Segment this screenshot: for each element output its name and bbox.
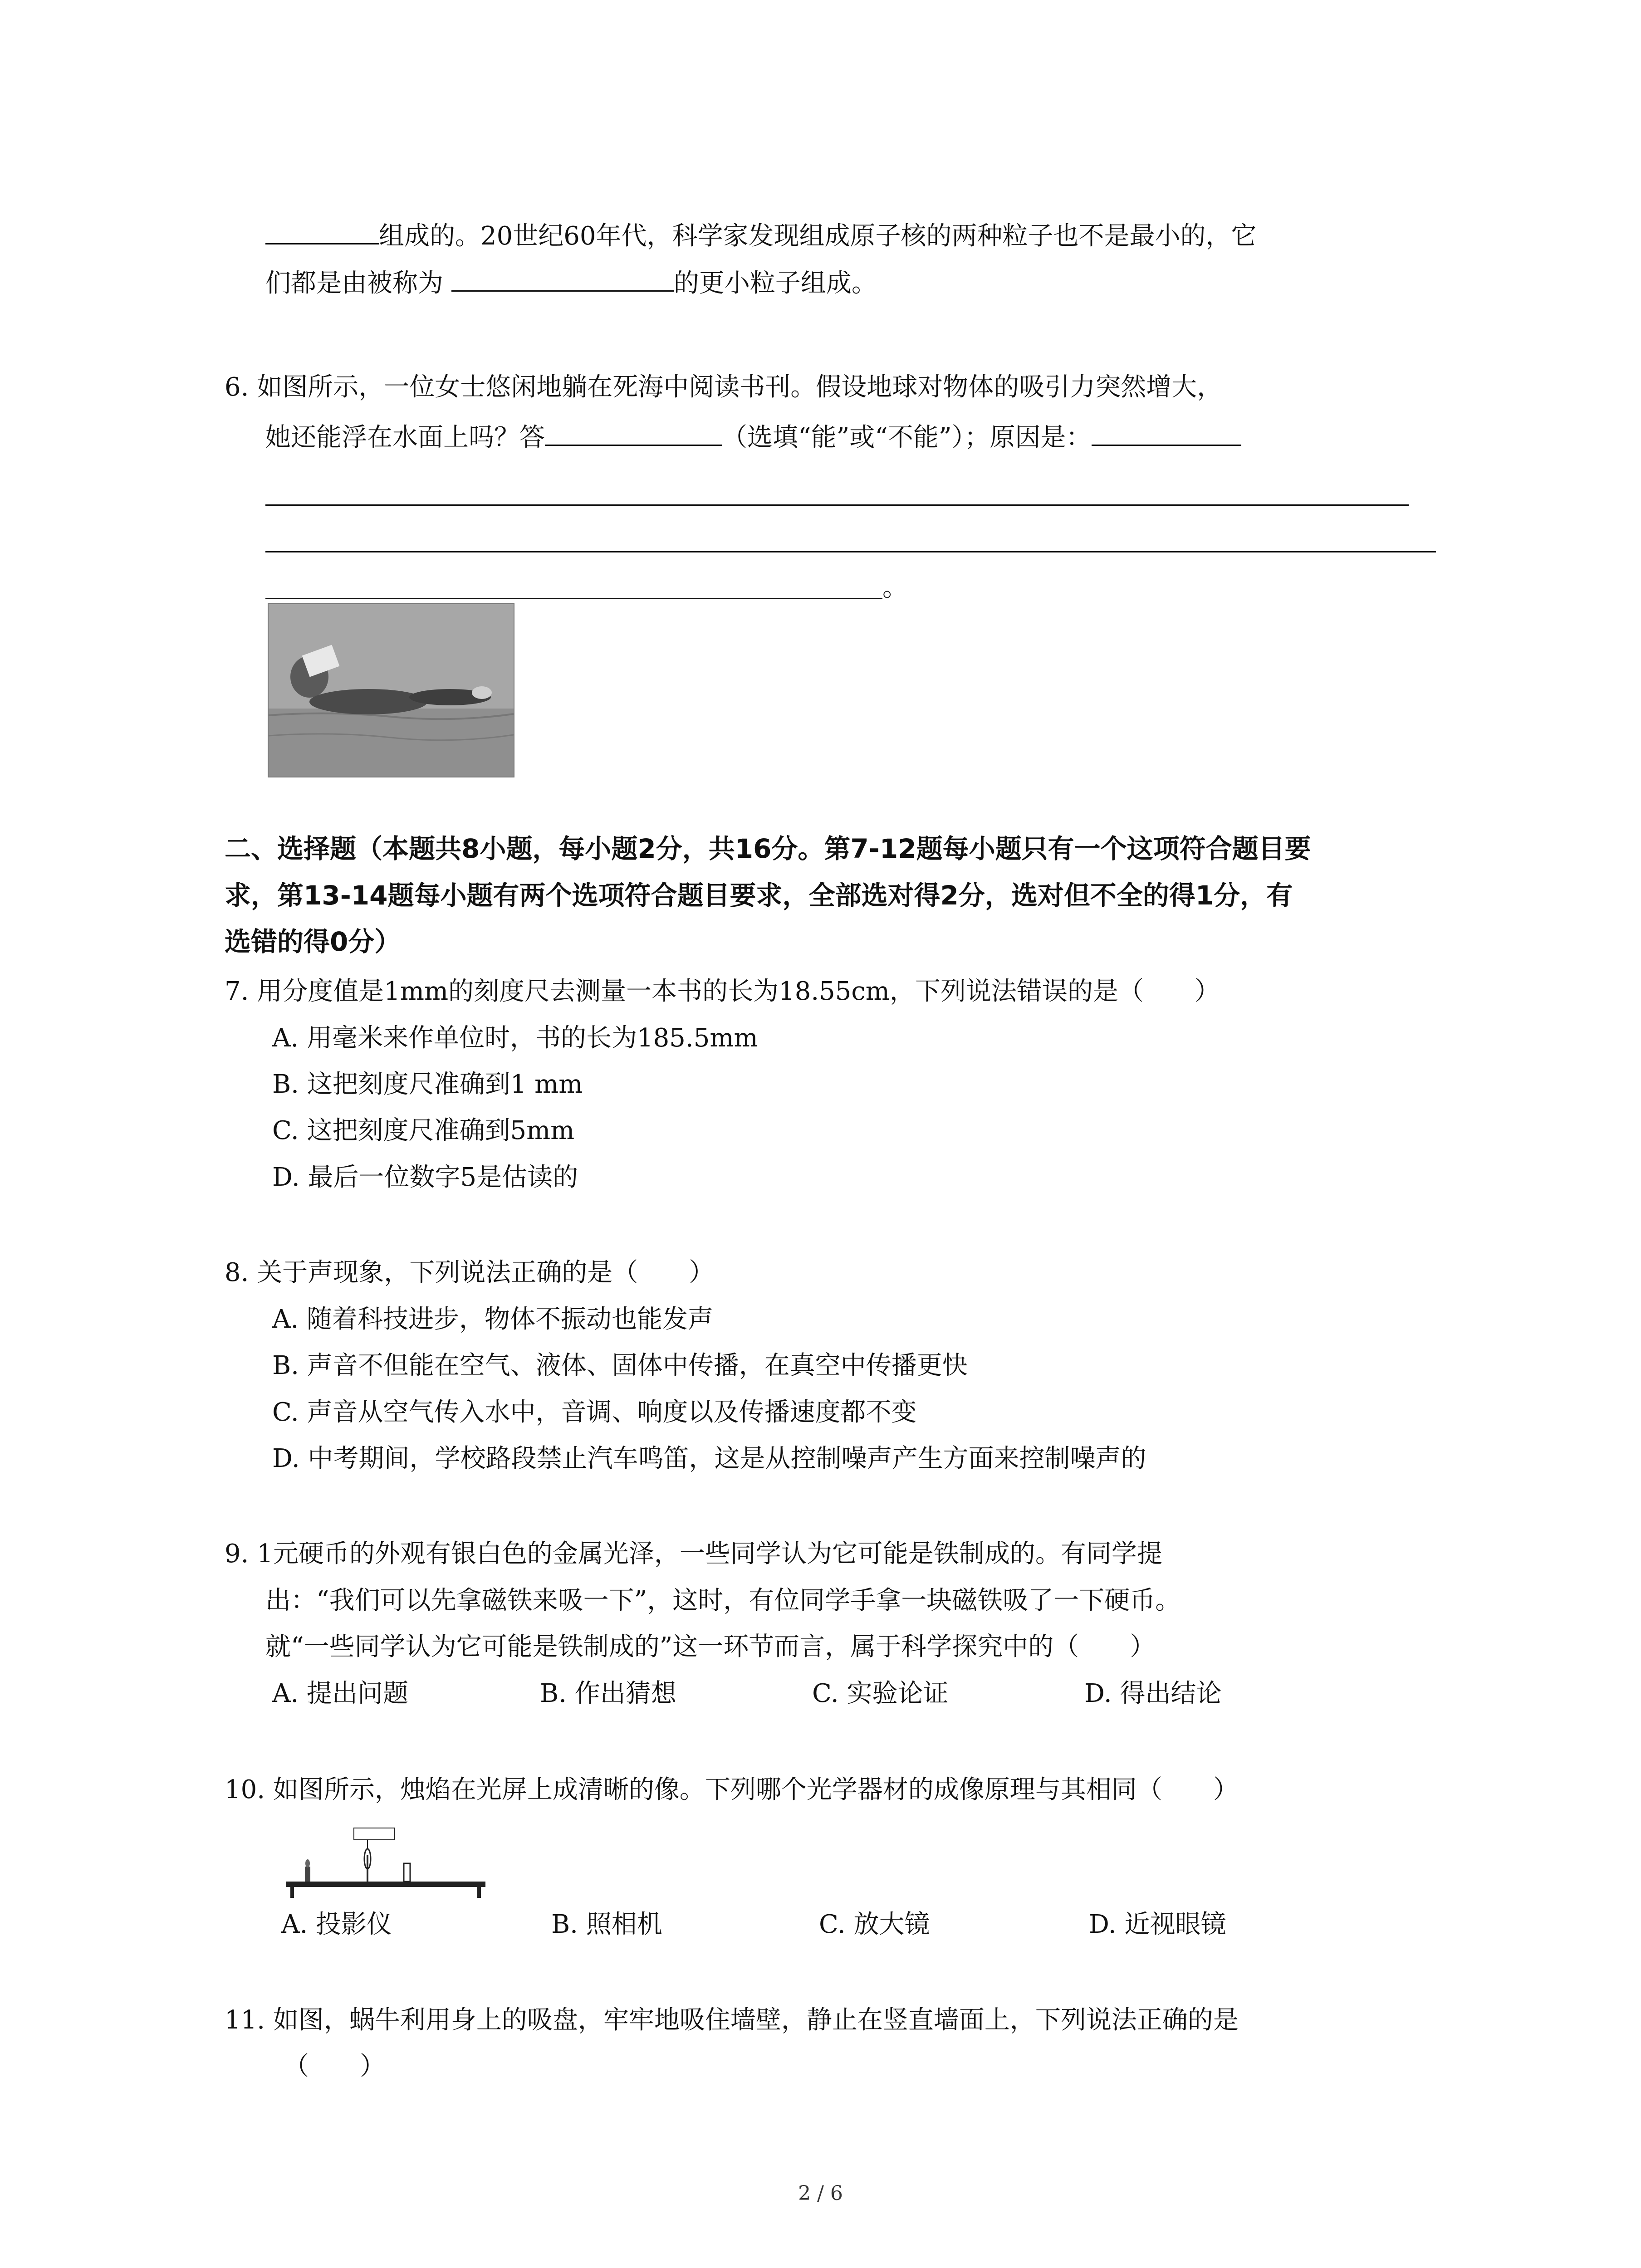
q6-reason-blank-1[interactable] bbox=[1092, 418, 1241, 446]
q6-reason-rule-2[interactable] bbox=[265, 504, 1409, 506]
q7-option-d[interactable]: D. 最后一位数字5是估读的 bbox=[272, 1163, 578, 1192]
section2-heading-line1: 二、选择题（本题共8小题，每小题2分，共16分。第7-12题每小题只有一个这项符合题目要 bbox=[225, 833, 1311, 864]
light-screen-icon bbox=[404, 1863, 410, 1882]
q7-stem: 7. 用分度值是1mm的刻度尺去测量一本书的长为18.55cm，下列说法错误的是（ ） bbox=[225, 977, 1220, 1006]
q5-blank-1[interactable] bbox=[265, 217, 379, 244]
q6-stem-line2: 她还能浮在水面上吗？答 （选填“能”或“不能”）；原因是： bbox=[265, 418, 1241, 451]
q9-option-c[interactable]: C. 实验论证 bbox=[812, 1679, 949, 1708]
page-number: 2 / 6 bbox=[798, 2182, 843, 2205]
q8-option-c[interactable]: C. 声音从空气传入水中，音调、响度以及传播速度都不变 bbox=[272, 1398, 917, 1427]
q6-end-mark: 。 bbox=[882, 573, 908, 602]
section2-heading-line2: 求，第13-14题每小题有两个选项符合题目要求，全部选对得2分，选对但不全的得1分，有 bbox=[225, 880, 1293, 911]
q9-stem-line1: 9. 1元硬币的外观有银白色的金属光泽，一些同学认为它可能是铁制成的。有同学提 bbox=[225, 1539, 1162, 1569]
q9-stem-line2: 出：“我们可以先拿磁铁来吸一下”，这时，有位同学手拿一块磁铁吸了一下硬币。 bbox=[265, 1586, 1181, 1615]
section2-heading-line3: 选错的得0分） bbox=[225, 926, 401, 957]
q9-stem-line3: 就“一些同学认为它可能是铁制成的”这一环节而言，属于科学探究中的（ ） bbox=[265, 1632, 1156, 1662]
q8-stem: 8. 关于声现象，下列说法正确的是（ ） bbox=[225, 1258, 715, 1287]
q11-stem-line2: （ ） bbox=[284, 2052, 385, 2081]
dead-sea-reading-photo bbox=[268, 603, 514, 777]
q10-option-b[interactable]: B. 照相机 bbox=[551, 1910, 662, 1939]
q5-blank-2[interactable] bbox=[451, 264, 674, 292]
lens-label-box bbox=[354, 1828, 395, 1840]
q9-option-d[interactable]: D. 得出结论 bbox=[1084, 1679, 1222, 1708]
q6-answer-blank[interactable] bbox=[545, 418, 722, 446]
q10-option-c[interactable]: C. 放大镜 bbox=[819, 1910, 930, 1939]
q9-option-b[interactable]: B. 作出猜想 bbox=[540, 1679, 676, 1708]
q8-option-d[interactable]: D. 中考期间，学校路段禁止汽车鸣笛，这是从控制噪声产生方面来控制噪声的 bbox=[272, 1444, 1146, 1473]
optical-bench-rail bbox=[286, 1882, 485, 1887]
q5-line1: 组成的。20世纪60年代，科学家发现组成原子核的两种粒子也不是最小的，它 bbox=[265, 217, 1257, 249]
q8-option-a[interactable]: A. 随着科技进步，物体不振动也能发声 bbox=[272, 1305, 714, 1334]
q5-line2: 们都是由被称为 的更小粒子组成。 bbox=[265, 264, 877, 297]
q10-stem: 10. 如图所示，烛焰在光屏上成清晰的像。下列哪个光学器材的成像原理与其相同（ ） bbox=[225, 1775, 1239, 1804]
q6-reason-rule-3[interactable] bbox=[265, 551, 1436, 552]
candle-icon bbox=[305, 1867, 310, 1882]
q11-stem-line1: 11. 如图，蜗牛利用身上的吸盘，牢牢地吸住墙壁，静止在竖直墙面上，下列说法正确的是 bbox=[225, 2005, 1239, 2035]
q7-option-a[interactable]: A. 用毫米来作单位时，书的长为185.5mm bbox=[272, 1023, 758, 1053]
q6-reason-rule-4[interactable] bbox=[265, 598, 882, 599]
optical-bench-diagram bbox=[281, 1823, 490, 1901]
q10-option-a[interactable]: A. 投影仪 bbox=[281, 1910, 392, 1939]
q7-option-b[interactable]: B. 这把刻度尺准确到1 mm bbox=[272, 1070, 583, 1099]
dead-sea-photo-illustration bbox=[269, 604, 514, 777]
q6-stem-line1: 6. 如图所示，一位女士悠闲地躺在死海中阅读书刊。假设地球对物体的吸引力突然增大， bbox=[225, 372, 1223, 402]
q7-option-c[interactable]: C. 这把刻度尺准确到5mm bbox=[272, 1116, 575, 1145]
q10-option-d[interactable]: D. 近视眼镜 bbox=[1089, 1910, 1226, 1939]
q9-option-a[interactable]: A. 提出问题 bbox=[272, 1679, 409, 1708]
q8-option-b[interactable]: B. 声音不但能在空气、液体、固体中传播，在真空中传播更快 bbox=[272, 1351, 968, 1380]
